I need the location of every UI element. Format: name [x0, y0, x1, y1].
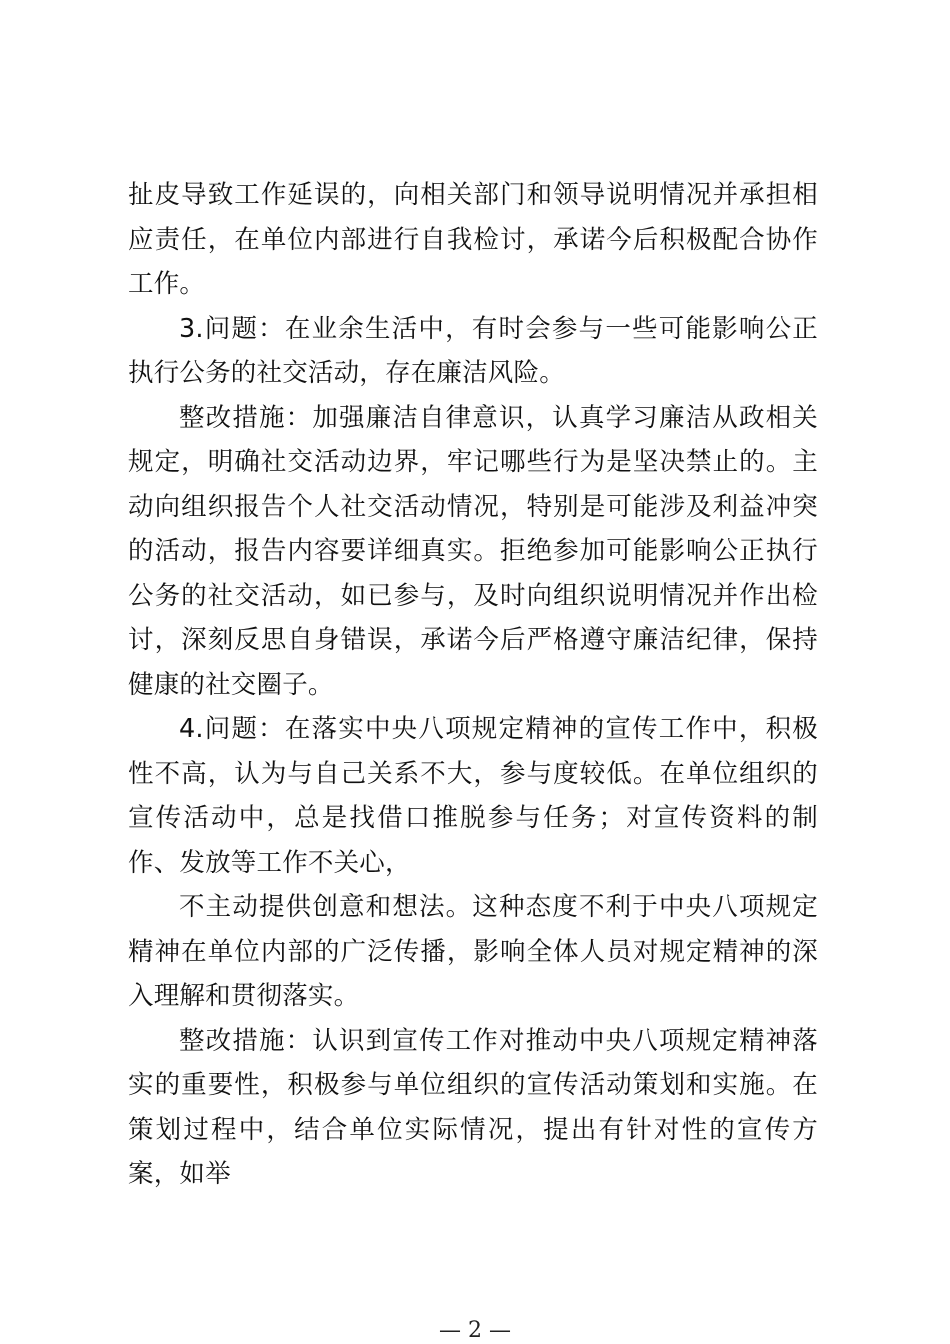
- document-body: [128, 173, 818, 1197]
- paragraph-measures-4: 整改措施：认识到宣传工作对推动中央八项规定精神落实的重要性，积极参与单位组织的宣传活动策划和实施。在策划过程中，结合单位实际情况，提出有针对性的宣传方案，如举: [128, 1025, 818, 1189]
- paragraph-measures-3: 整改措施：加强廉洁自律意识，认真学习廉洁从政相关规定，明确社交活动边界，牢记哪些行为是坚决禁止的。主动向组织报告个人社交活动情况，特别是可能涉及利益冲突的活动，报告内容要详细真实。拒绝参加可能影响公正执行公务的社交活动，如已参与，及时向组织说明情况并作出检讨，深刻反思自身错误，承诺今后严格遵守廉洁纪律，保持健康的社交圈子。: [128, 402, 818, 700]
- page-number: — 2 —: [439, 1318, 511, 1343]
- paragraph-problem-3: 3.问题：在业余生活中，有时会参与一些可能影响公正执行公务的社交活动，存在廉洁风险。: [128, 313, 818, 388]
- paragraph-problem-4: 4.问题：在落实中央八项规定精神的宣传工作中，积极性不高，认为与自己关系不大，参与度较低。在单位组织的宣传活动中，总是找借口推脱参与任务；对宣传资料的制作、发放等工作不关心，: [128, 714, 818, 878]
- paragraph-problem-4-detail: 不主动提供创意和想法。这种态度不利于中央八项规定精神在单位内部的广泛传播，影响全体人员对规定精神的深入理解和贯彻落实。: [128, 892, 818, 1011]
- paragraph-continuation: 扯皮导致工作延误的，向相关部门和领导说明情况并承担相应责任，在单位内部进行自我检讨，承诺今后积极配合协作工作。: [128, 180, 818, 299]
